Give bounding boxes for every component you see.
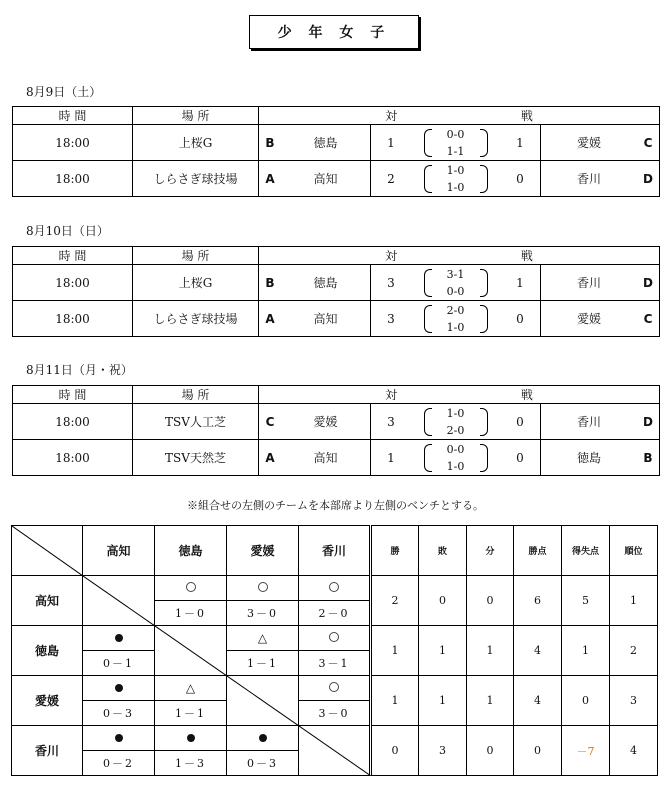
left-side-label: C [265,414,275,429]
league-table [11,525,658,776]
left-side-label: A [265,311,275,326]
left-score: 3 [387,275,395,290]
corner-diagonal-line [12,526,83,576]
first-half-score: 0-0 [446,442,465,456]
left-score: 1 [387,450,395,465]
match-time: 18:00 [13,301,133,337]
half-scores [424,406,488,438]
second-half-score: 2-0 [446,423,465,437]
self-match-cell [83,576,155,626]
right-side-label: D [643,414,653,429]
bench-note: ※組合せの左側のチームを本部席より左側のベンチとする。 [187,499,484,512]
result-mark [155,676,227,701]
stat-value: 4 [610,726,658,776]
schedule-table [12,106,660,197]
row-team: 香川 [12,726,83,776]
right-side-label: D [643,275,653,290]
result-score: 1－1 [227,651,299,676]
left-side-label: B [265,275,275,290]
header-venue: 場 所 [133,107,259,125]
second-half-score: 0-0 [446,284,465,298]
match-time: 18:00 [13,440,133,476]
column-team: 香川 [299,526,371,576]
stat-value: 1 [419,626,467,676]
stat-header: 敗 [419,526,467,576]
right-team: 香川 [576,276,601,290]
second-half-score: 1-0 [446,320,465,334]
win-icon [329,682,339,692]
first-half-score: 1-0 [446,406,465,420]
loss-icon [115,634,123,642]
draw-icon: △ [185,681,196,695]
first-half-score: 2-0 [446,303,465,317]
stat-value: 0 [467,726,514,776]
result-mark [155,576,227,601]
right-team: 香川 [576,415,601,429]
result-score: 0－3 [83,701,155,726]
header-time: 時 間 [13,107,133,125]
column-team: 高知 [83,526,155,576]
right-score: 0 [516,414,524,429]
match-row [13,265,660,301]
right-team: 愛媛 [576,312,601,326]
result-mark [83,676,155,701]
row-team: 高知 [12,576,83,626]
match-date: 8月10日（日） [26,224,109,238]
result-score: 2－0 [299,601,371,626]
left-team: 高知 [313,172,338,186]
diagonal-corner [12,526,83,576]
left-team: 徳島 [313,136,338,150]
first-half-score: 1-0 [446,163,465,177]
left-score: 3 [387,414,395,429]
match-time: 18:00 [13,125,133,161]
half-scores [424,303,488,335]
header-venue: 場 所 [133,247,259,265]
self-match-cell [299,726,371,776]
header-match: 対 戦 [259,247,660,265]
stat-value: 1 [467,676,514,726]
match-date: 8月9日（土） [26,85,102,99]
header-time: 時 間 [13,386,133,404]
left-team: 愛媛 [313,415,338,429]
right-score: 0 [516,311,524,326]
stat-header: 勝 [371,526,419,576]
stat-header: 勝点 [514,526,562,576]
match-venue: しらさぎ球技場 [133,301,259,337]
stat-value: 1 [371,626,419,676]
win-icon [329,582,339,592]
stat-value: 4 [514,676,562,726]
left-side-label: A [265,450,275,465]
self-diagonal-line [155,626,227,676]
stat-value: 1 [419,676,467,726]
page-title: 少 年 女 子 [249,15,419,49]
match-venue: しらさぎ球技場 [133,161,259,197]
header-venue: 場 所 [133,386,259,404]
stat-header: 分 [467,526,514,576]
result-score: 0－2 [83,751,155,776]
schedule-table [12,385,660,476]
stat-value: 6 [514,576,562,626]
stat-value: 0 [419,576,467,626]
result-score: 3－1 [299,651,371,676]
result-mark [299,676,371,701]
left-score: 1 [387,135,395,150]
match-time: 18:00 [13,161,133,197]
loss-icon [187,734,195,742]
stat-value: 0 [371,726,419,776]
match-venue: 上桜G [133,125,259,161]
right-team: 香川 [576,172,601,186]
draw-icon: △ [257,631,268,645]
result-score: 1－1 [155,701,227,726]
match-row [13,301,660,337]
match-row [13,125,660,161]
result-mark [227,726,299,751]
second-half-score: 1-1 [446,144,465,158]
right-team: 徳島 [576,451,601,465]
right-side-label: D [643,171,653,186]
right-team: 愛媛 [576,136,601,150]
result-mark [299,626,371,651]
row-team: 徳島 [12,626,83,676]
right-side-label: C [643,311,653,326]
right-side-label: C [643,135,653,150]
win-icon [329,632,339,642]
result-mark [155,726,227,751]
self-match-cell [227,676,299,726]
header-match: 対 戦 [259,386,660,404]
column-team: 徳島 [155,526,227,576]
stat-value: 0 [467,576,514,626]
match-time: 18:00 [13,265,133,301]
half-scores [424,267,488,299]
right-score: 1 [516,275,524,290]
loss-icon [259,734,267,742]
stat-value: －7 [562,726,610,776]
stat-value: 3 [610,676,658,726]
match-venue: 上桜G [133,265,259,301]
stat-value: 2 [371,576,419,626]
stat-header: 順位 [610,526,658,576]
left-side-label: A [265,171,275,186]
half-scores [424,127,488,159]
match-venue: TSV天然芝 [133,440,259,476]
stat-value: 1 [371,676,419,726]
match-row [13,440,660,476]
stat-value: 1 [562,626,610,676]
left-side-label: B [265,135,275,150]
column-team: 愛媛 [227,526,299,576]
stat-value: 4 [514,626,562,676]
half-scores [424,442,488,474]
stat-value: 1 [610,576,658,626]
right-score: 1 [516,135,524,150]
result-mark [227,626,299,651]
left-score: 2 [387,171,395,186]
match-row [13,161,660,197]
first-half-score: 3-1 [446,267,465,281]
left-team: 高知 [313,312,338,326]
right-score: 0 [516,450,524,465]
stat-value: 2 [610,626,658,676]
header-match: 対 戦 [259,107,660,125]
left-team: 高知 [313,451,338,465]
result-score: 3－0 [227,601,299,626]
self-diagonal-line [299,726,371,776]
second-half-score: 1-0 [446,459,465,473]
stat-value: 0 [562,676,610,726]
result-mark [299,576,371,601]
second-half-score: 1-0 [446,180,465,194]
header-time: 時 間 [13,247,133,265]
self-diagonal-line [227,676,299,726]
result-score: 0－1 [83,651,155,676]
match-row [13,404,660,440]
loss-icon [115,684,123,692]
result-mark [83,626,155,651]
stat-value: 0 [514,726,562,776]
match-date: 8月11日（月・祝） [26,363,133,377]
loss-icon [115,734,123,742]
result-mark [83,726,155,751]
stat-value: 5 [562,576,610,626]
left-team: 徳島 [313,276,338,290]
stat-header: 得失点 [562,526,610,576]
result-score: 1－3 [155,751,227,776]
result-mark [227,576,299,601]
win-icon [258,582,268,592]
schedule-table [12,246,660,337]
match-time: 18:00 [13,404,133,440]
stat-value: 1 [467,626,514,676]
result-score: 0－3 [227,751,299,776]
right-score: 0 [516,171,524,186]
match-venue: TSV人工芝 [133,404,259,440]
result-score: 1－0 [155,601,227,626]
stat-value: 3 [419,726,467,776]
half-scores [424,163,488,195]
first-half-score: 0-0 [446,127,465,141]
result-score: 3－0 [299,701,371,726]
right-side-label: B [643,450,653,465]
row-team: 愛媛 [12,676,83,726]
left-score: 3 [387,311,395,326]
win-icon [186,582,196,592]
self-match-cell [155,626,227,676]
self-diagonal-line [83,576,155,626]
